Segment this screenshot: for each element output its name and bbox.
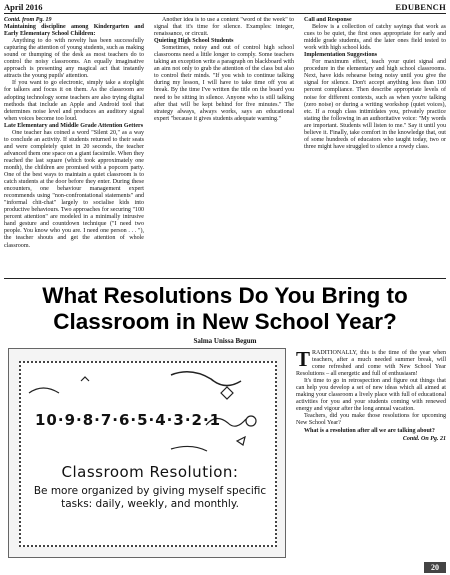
- paragraph: For maximum effect, teach your quiet signal and procedure in the elementary and high school classrooms. Next, have kids rehearse being noisy until you give the signal for silence. Don't accept anything less than 100 percent compliance. Then describe appropriate levels of noise for different contexts, such as when you're talking (zero noise) or during a writing workshop (quiet voices), etc. If a rough class intimidates you, privately practice stating the following in an authoritative voice: "My words are important. Students will listen to me." Say it until you believe it. Finally, take comfort in the knowledge that, out of some hundreds of educators who taught today, two or three might have struggled to silence a rowdy class.: [304, 59, 446, 150]
- article-headline: What Resolutions Do You Bring to Classroom in New School Year?: [42, 283, 408, 334]
- paragraph: Another idea is to use a content "word of the week" to signal that it's time for silence. Examples: integer, renaissance, or circuit.: [154, 17, 294, 38]
- header-divider: [4, 13, 446, 14]
- poster-text: Be more organized by giving myself specific tasks: daily, weekly, and monthly.: [33, 485, 267, 510]
- section-heading: Quieting High School Students: [154, 38, 234, 45]
- countdown-numbers: 10·9·8·7·6·5·4·3·2·1: [35, 411, 222, 429]
- paragraph: One teacher has coined a word "Silent 20," as a way to conclude an activity. If students returned to their seats and were completely quiet in 20 seconds, the teacher advanced them one space on a giant facsimile. When they reached the last square (which took approximately one month), the children are promised with a popcorn party. One of the best ways to maintain a quiet classroom is to catch students at the door before they enter. During these encounters, one behaviour management expert recommends using "non-confrontational statements" and "informal chit-chat" largely to socialise kids into productive behaviours. Two approaches for securing "100 percent attention" are modeled in a minimally intrusive hand gesture and countdown technique ("I need two people. You know who you are. I need one person . . . "), the teacher shouts and get the attention of whole classroom.: [4, 129, 144, 249]
- page-number: 20: [424, 562, 446, 573]
- article-byline: Salma Unissa Begum: [193, 337, 257, 345]
- paragraph: Below is a collection of catchy sayings that work as cues to be quiet, the first ones appropriate for early and middle grade students, and the later ones field tested to work with high school kids.: [304, 24, 446, 52]
- section-heading: Late Elementary and Middle Grade Attention Getters: [4, 122, 144, 129]
- paragraph: [296, 347, 446, 378]
- column-1: [4, 17, 144, 275]
- section-heading: Implementation Suggestions: [304, 52, 378, 59]
- doodle-decoration: [21, 363, 279, 549]
- continued-on: Contd. On Pg. 21: [402, 435, 446, 442]
- resolution-article: [296, 347, 446, 443]
- article-photo: [8, 348, 286, 558]
- paragraph: Teachers, did you make those resolutions for upcoming New School Year?: [296, 413, 446, 427]
- article-question: What is a resolution after all we are talking about?: [304, 427, 435, 434]
- section-heading: Maintaining discipline among Kindergarten and Early Elementary School Children:: [4, 24, 144, 38]
- column-2: [154, 17, 294, 275]
- drop-cap: T: [296, 347, 311, 371]
- paragraph: If you want to go electronic, simply take a stoplight for talkers and focus it on them. As the classroom are adopting technology some teachers are also trying digital methods that include an Apple and Android tool that determines noise level and produces an auditory signal when voices become too loud.: [4, 80, 144, 122]
- resolution-poster: [19, 361, 277, 547]
- paragraph: Sometimes, noisy and out of control high school classrooms need a little longer to comply. Some teachers taking an exception write a paragraph on blackboard with an aim not only to grab the attention of the class but also to control their minds. "If you wish to continue talking during my lesson, I will have to take time off you at break. By the time I've written the title on the board you need to be sitting in silence. Anyone who is still talking after that will be kept behind for five minutes." The strategy always, always works, says an educational expert "because it gives students adequate warning.": [154, 45, 294, 122]
- section-heading: Call and Response: [304, 17, 352, 23]
- issue-date: April 2016: [4, 2, 43, 12]
- section-divider: [4, 278, 446, 279]
- lead-text: RADITIONALLY, this is the time of the year when teachers, after a much needed summer break, will come refreshed and come with New School Year Resolutions – all energetic and full of enthusiasm!: [296, 350, 446, 378]
- continued-from: Contd. from Pg. 19: [4, 17, 52, 23]
- paragraph: It's time to go in retrospection and figure out things that can help you develop a set of new ideas which all aimed at making your classroom a lively place with full of educational activities for you and your students coming with renewed energy and vigour after the long annual vacation.: [296, 378, 446, 413]
- continued-article: [4, 17, 446, 275]
- column-3: [304, 17, 446, 275]
- publication-name: EDUBENCH: [395, 2, 446, 12]
- poster-title: Classroom Resolution:: [61, 463, 239, 481]
- paragraph: Anything to do with novelty has been successfully capturing the attention of young students, such as making sound or thumping of the desk as most teachers do to control the noisy classrooms. An equally imaginative approach is presenting any magical act that instantly attracts the young pupils' attention.: [4, 38, 144, 80]
